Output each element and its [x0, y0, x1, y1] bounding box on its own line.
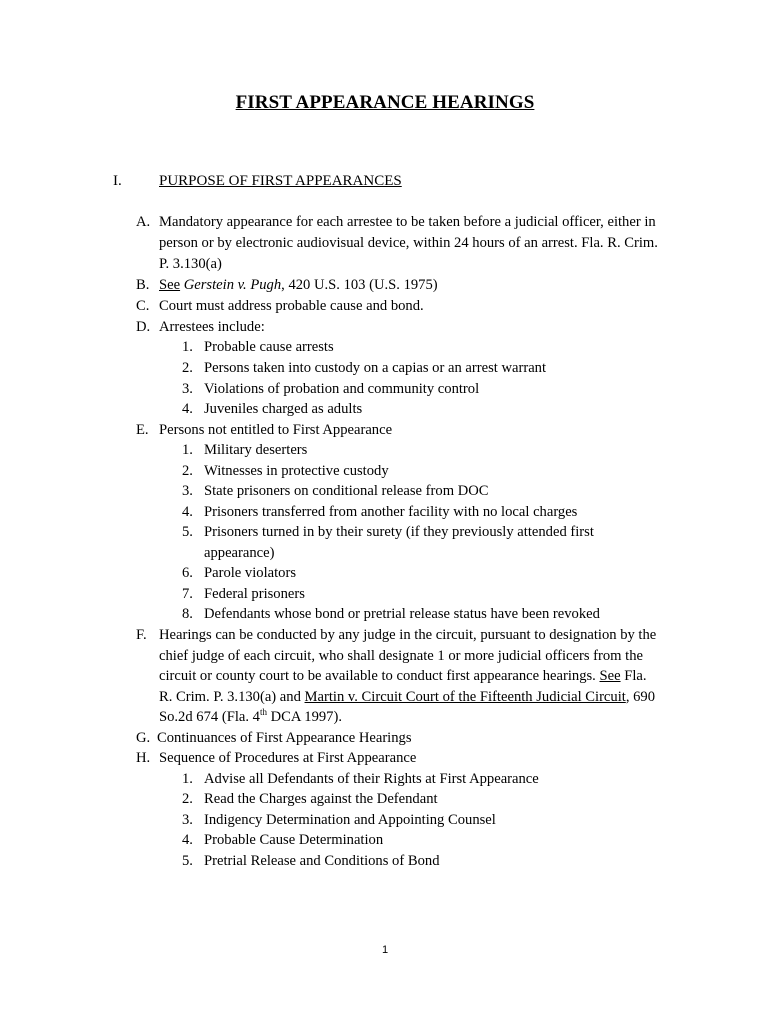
list-item-number: 8.	[182, 606, 193, 622]
list-item: Federal prisoners	[204, 586, 305, 602]
list-item: Prisoners turned in by their surety (if they previously attended first	[204, 524, 594, 540]
section-number: I.	[113, 173, 122, 189]
item-f-line3	[159, 666, 647, 686]
item-f-line3-text: circuit or county court to be available to conduct first appearance hearings.	[159, 668, 600, 684]
item-a-label: A.	[136, 214, 151, 230]
item-f-line4	[159, 687, 655, 707]
list-item-number: 4.	[182, 504, 193, 520]
item-h-text: Sequence of Procedures at First Appearance	[159, 750, 417, 766]
item-f-line5-tail: DCA 1997).	[266, 709, 342, 725]
item-h-label: H.	[136, 750, 151, 766]
case-name: Martin v. Circuit Court of the Fifteenth Judicial Circuit	[304, 689, 626, 705]
list-item-number: 1.	[182, 771, 193, 787]
list-item-number: 1.	[182, 442, 193, 458]
item-f-line5-text: So.2d 674 (Fla. 4	[159, 709, 260, 725]
item-g-label: G.	[136, 730, 151, 746]
see-signal: See	[159, 277, 181, 293]
list-item: Persons taken into custody on a capias or an arrest warrant	[204, 360, 547, 376]
list-item-number: 7.	[182, 586, 193, 602]
list-item: Violations of probation and community control	[204, 381, 480, 397]
list-item: State prisoners on conditional release from DOC	[204, 483, 489, 499]
item-f-line5	[159, 707, 342, 727]
list-item-number: 2.	[182, 791, 193, 807]
item-e-text: Persons not entitled to First Appearance	[159, 422, 393, 438]
list-item-number: 4.	[182, 401, 193, 417]
item-f-line1: Hearings can be conducted by any judge in the circuit, pursuant to designation by the	[159, 627, 657, 643]
list-item: Indigency Determination and Appointing Counsel	[204, 812, 496, 828]
list-item-number: 6.	[182, 565, 193, 581]
item-c-label: C.	[136, 298, 150, 314]
list-item-number: 2.	[182, 463, 193, 479]
item-f-label: F.	[136, 627, 147, 643]
list-item-number: 3.	[182, 812, 193, 828]
document-title: FIRST APPEARANCE HEARINGS	[235, 92, 535, 113]
page-number: 1	[381, 944, 389, 956]
item-a-line3: P. 3.130(a)	[159, 256, 222, 272]
list-item: Military deserters	[204, 442, 308, 458]
list-item: Prisoners transferred from another facility with no local charges	[204, 504, 578, 520]
item-a-line2: person or by electronic audiovisual device, within 24 hours of an arrest. Fla. R. Crim.	[159, 235, 658, 251]
see-signal: See	[599, 668, 621, 684]
section-title: PURPOSE OF FIRST APPEARANCES	[159, 173, 402, 189]
item-b-label: B.	[136, 277, 150, 293]
item-f-line4-text: R. Crim. P. 3.130(a) and	[159, 689, 305, 705]
item-c-text: Court must address probable cause and bond.	[159, 298, 424, 314]
item-d-label: D.	[136, 319, 151, 335]
list-item-number: 3.	[182, 483, 193, 499]
list-item-continuation: appearance)	[204, 545, 275, 561]
list-item: Parole violators	[204, 565, 297, 581]
item-f-line2: chief judge of each circuit, who shall designate 1 or more judicial officers from the	[159, 648, 643, 664]
list-item-number: 3.	[182, 381, 193, 397]
ordinal-superscript: th	[259, 707, 267, 718]
list-item: Read the Charges against the Defendant	[204, 791, 438, 807]
list-item: Probable Cause Determination	[204, 832, 384, 848]
item-g-text: Continuances of First Appearance Hearings	[157, 730, 412, 746]
list-item: Defendants whose bond or pretrial release status have been revoked	[204, 606, 600, 622]
item-f-line4-tail: , 690	[625, 689, 655, 705]
list-item-number: 5.	[182, 524, 193, 540]
list-item: Advise all Defendants of their Rights at First Appearance	[204, 771, 539, 787]
item-b-text	[159, 275, 438, 295]
case-citation: , 420 U.S. 103 (U.S. 1975)	[281, 277, 438, 293]
list-item: Juveniles charged as adults	[204, 401, 363, 417]
list-item-number: 2.	[182, 360, 193, 376]
item-e-label: E.	[136, 422, 149, 438]
list-item-number: 1.	[182, 339, 193, 355]
list-item: Witnesses in protective custody	[204, 463, 389, 479]
case-name: Gerstein v. Pugh	[183, 277, 282, 293]
list-item-number: 4.	[182, 832, 193, 848]
list-item: Probable cause arrests	[204, 339, 334, 355]
item-d-text: Arrestees include:	[159, 319, 265, 335]
item-a-line1: Mandatory appearance for each arrestee to be taken before a judicial officer, either in	[159, 214, 656, 230]
list-item-number: 5.	[182, 853, 193, 869]
list-item: Pretrial Release and Conditions of Bond	[204, 853, 440, 869]
item-f-line3-tail: Fla.	[620, 668, 647, 684]
